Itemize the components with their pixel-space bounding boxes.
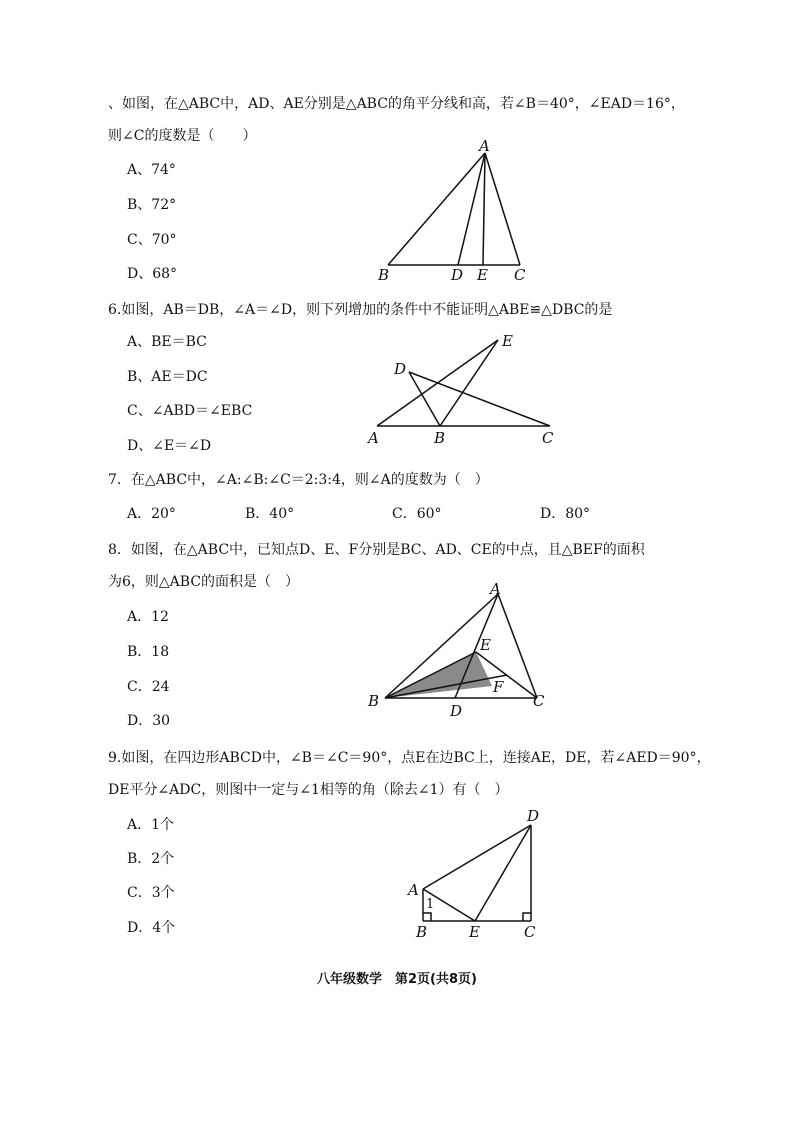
q9-label-a: A: [408, 881, 419, 899]
q5-option-d: D、68°: [127, 266, 178, 282]
q8-label-e: E: [480, 636, 491, 654]
q6-option-a: A、BE＝BC: [127, 334, 207, 350]
page-footer: 八年级数学 第2页(共8页): [317, 972, 477, 987]
q9-label-b: B: [416, 923, 428, 941]
q5-option-b: B、72°: [127, 197, 177, 213]
q7-option-b: B．40°: [245, 506, 295, 522]
q8-stem-line2: 为6，则△ABC的面积是（ ）: [108, 574, 300, 590]
q8-option-d: D．30: [127, 713, 171, 729]
q5-figure: [370, 135, 540, 285]
q6-option-d: D、∠E＝∠D: [127, 438, 212, 454]
q8-figure: [362, 578, 562, 718]
q8-shaded-triangle-bef: [385, 652, 492, 698]
q7-option-c: C．60°: [392, 506, 442, 522]
q9-option-b: B．2个: [127, 851, 175, 867]
q9-option-d: D．4个: [127, 920, 176, 936]
q8-option-b: B．18: [127, 644, 170, 660]
q5-option-c: C、70°: [127, 232, 177, 248]
q6-label-c: C: [542, 429, 554, 447]
q6-stem-line1: 6.如图，AB＝DB，∠A＝∠D，则下列增加的条件中不能证明△ABE≌△DBC的是: [108, 302, 613, 318]
q8-option-a: A．12: [127, 609, 169, 625]
q7-option-a: A．20°: [127, 506, 176, 522]
q8-label-b: B: [368, 692, 380, 710]
q5-label-e: E: [477, 266, 488, 284]
q5-label-c: C: [514, 266, 526, 284]
q6-figure: [365, 330, 565, 450]
q5-stem-line2: 则∠C的度数是（ ）: [108, 128, 257, 144]
q9-option-c: C．3个: [127, 885, 175, 901]
q9-stem-line2: DE平分∠ADC，则图中一定与∠1相等的角（除去∠1）有（ ）: [108, 782, 509, 798]
q9-label-e: E: [469, 923, 480, 941]
q8-label-d: D: [450, 702, 463, 718]
q9-label-d: D: [527, 807, 540, 825]
q9-label-angle-1: 1: [426, 897, 435, 912]
q8-label-f: F: [493, 678, 504, 696]
q6-option-b: B、AE＝DC: [127, 369, 208, 385]
q5-label-b: B: [378, 266, 390, 284]
q7-option-d: D．80°: [540, 506, 591, 522]
q9-label-c: C: [524, 923, 536, 941]
q6-option-c: C、∠ABD＝∠EBC: [127, 403, 253, 419]
q9-stem-line1: 9.如图，在四边形ABCD中，∠B＝∠C＝90°，点E在边BC上，连接AE，DE，若∠AED＝90°，: [108, 750, 711, 766]
q7-stem-line1: 7．在△ABC中，∠A:∠B:∠C＝2:3:4，则∠A的度数为（ ）: [108, 472, 489, 488]
q8-stem-line1: 8．如图，在△ABC中，已知点D、E、F分别是BC、AD、CE的中点，且△BEF的面积: [108, 542, 645, 558]
q6-label-d: D: [394, 360, 407, 378]
q5-option-a: A、74°: [127, 162, 176, 178]
q6-label-e: E: [502, 332, 513, 350]
q5-stem-line1: 、如图，在△ABC中，AD、AE分别是△ABC的角平分线和高，若∠B＝40°，∠EAD＝16°，: [108, 96, 685, 112]
q8-label-a: A: [490, 580, 501, 598]
q6-label-a: A: [368, 429, 379, 447]
q8-option-c: C．24: [127, 679, 170, 695]
q9-option-a: A．1个: [127, 817, 175, 833]
q5-label-a: A: [479, 137, 490, 155]
q6-label-b: B: [434, 429, 446, 447]
q5-label-d: D: [451, 266, 464, 284]
q8-label-c: C: [533, 692, 545, 710]
q9-figure: [400, 805, 560, 950]
